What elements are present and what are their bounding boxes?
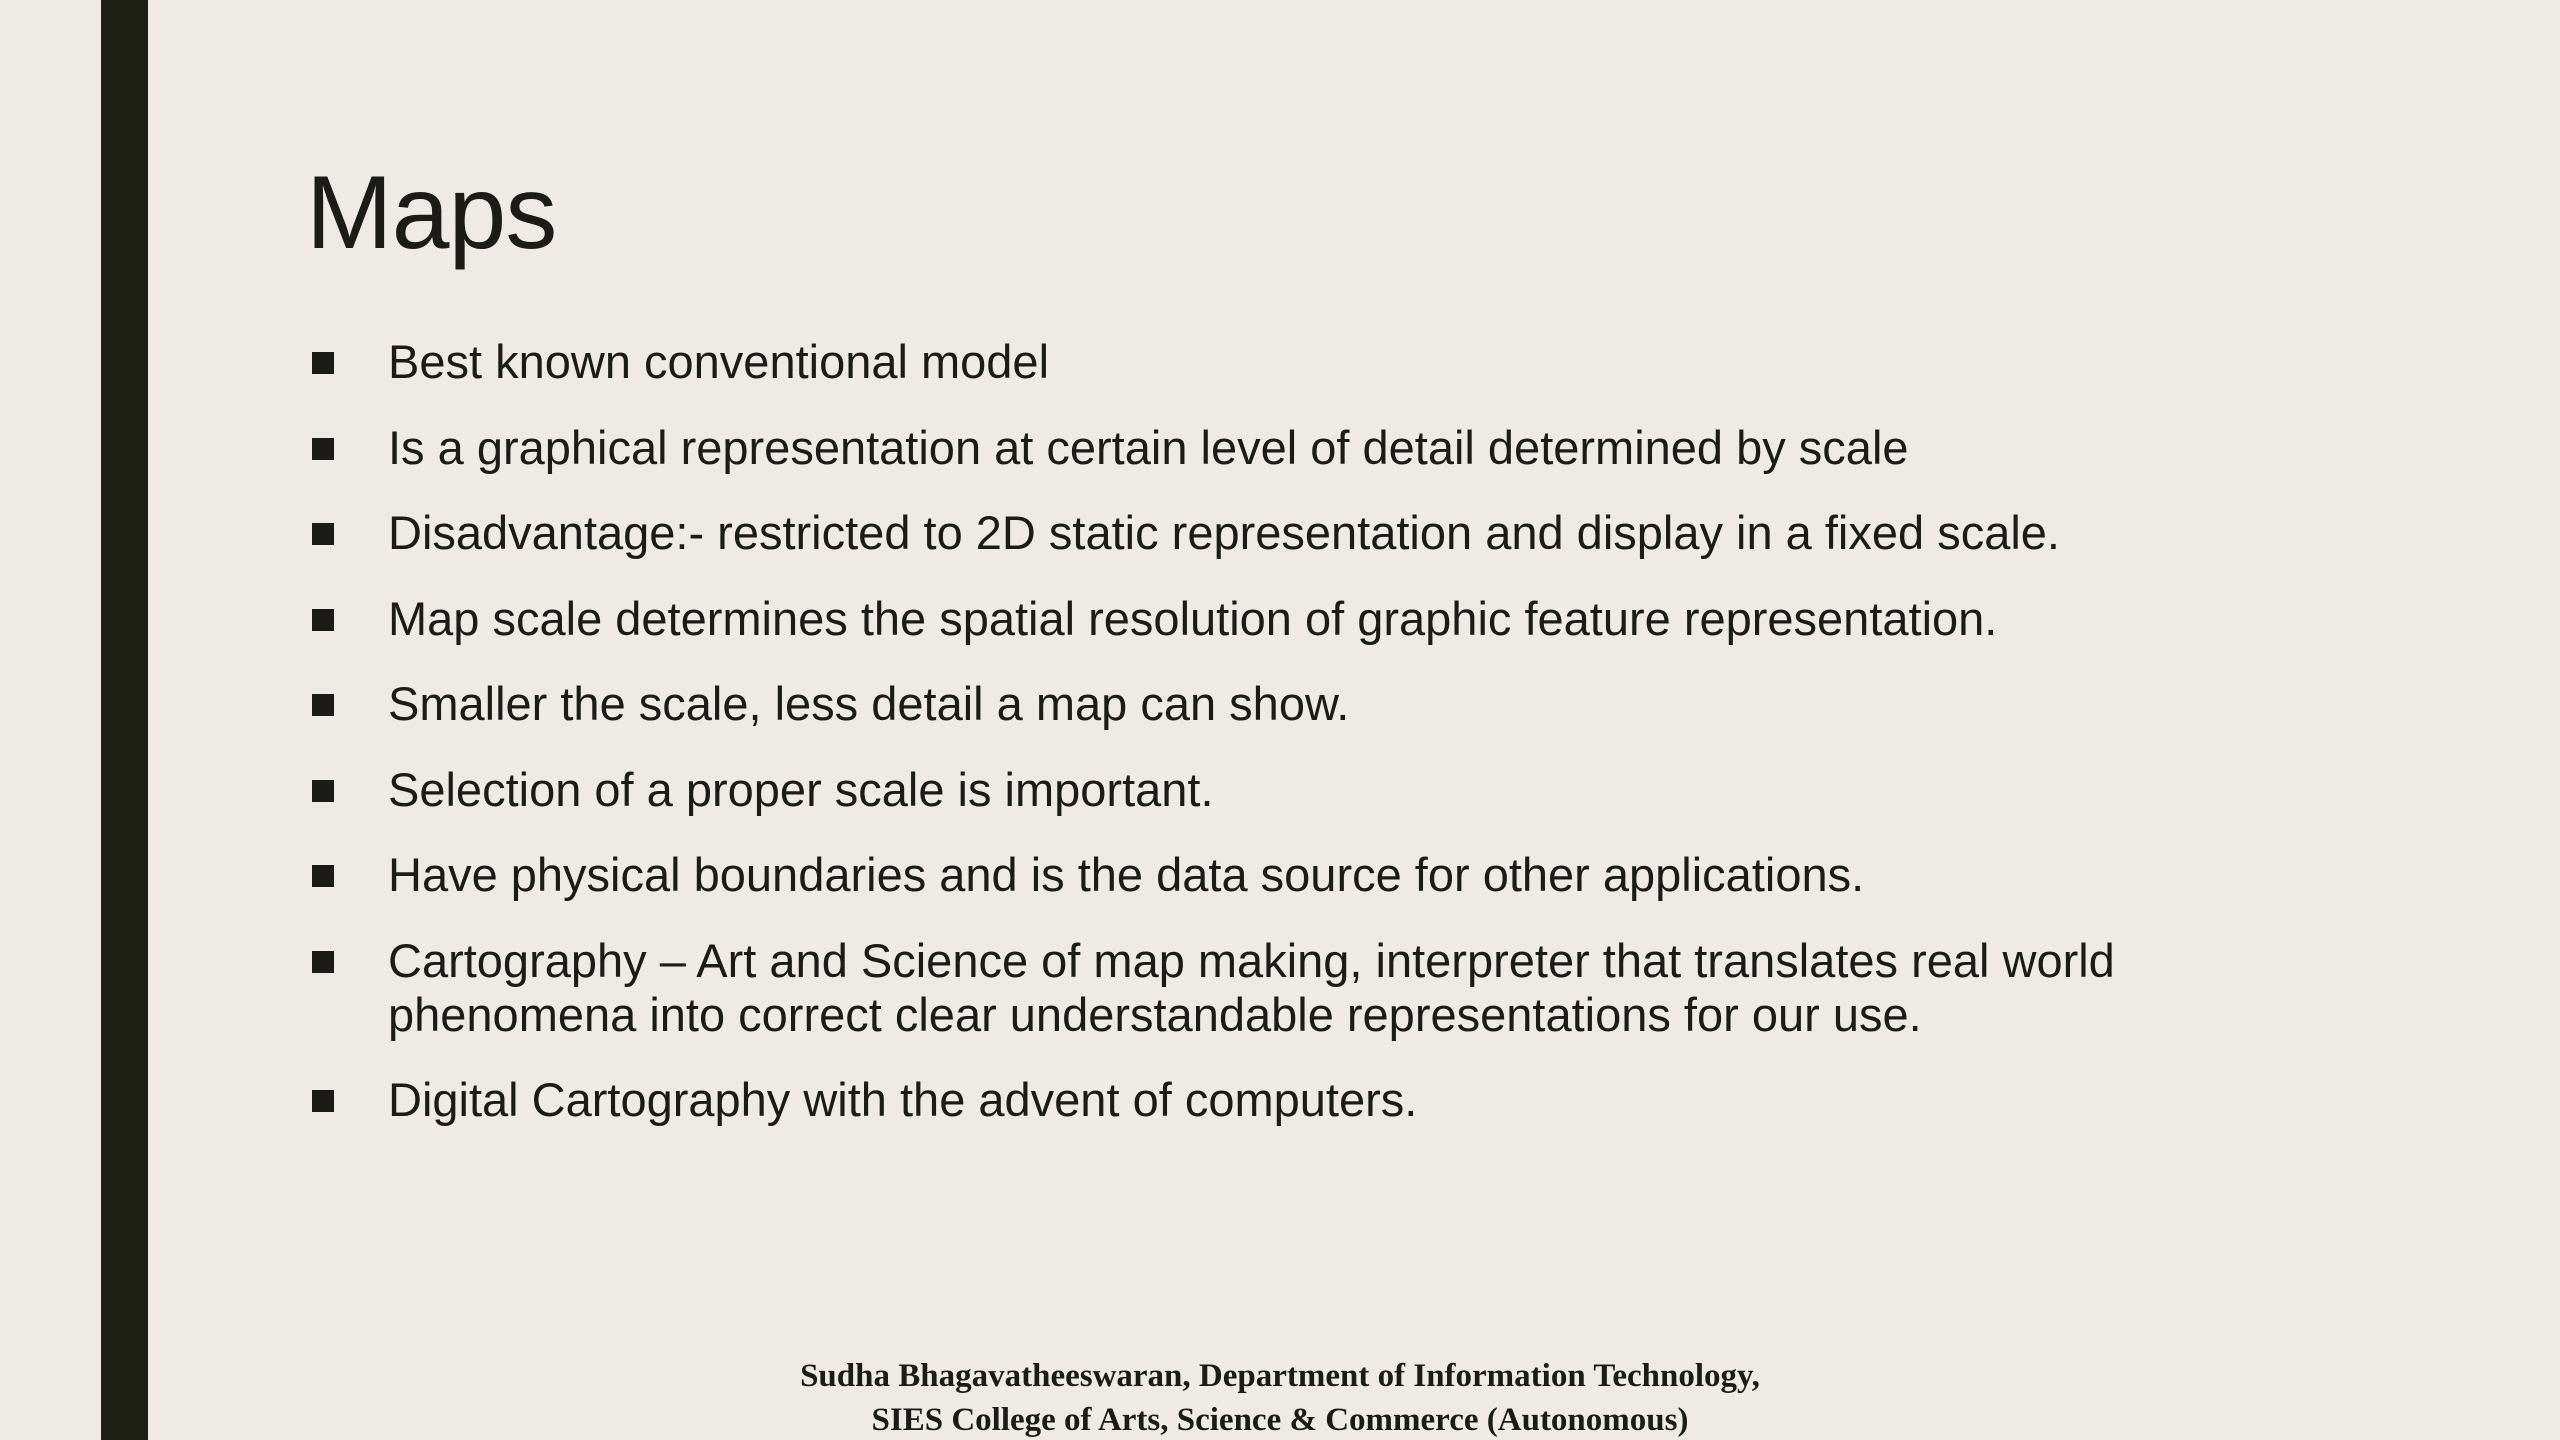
accent-bar (101, 0, 148, 1440)
slide-title: Maps (306, 155, 557, 271)
bullet-text: Smaller the scale, less detail a map can show. (388, 677, 1350, 730)
bullet-text: Best known conventional model (388, 335, 1050, 388)
bullet-text: Selection of a proper scale is important. (388, 762, 1214, 816)
bullet-text: Cartography – Art and Science of map making, interpreter that translates real world phenomena into correct clear understandable representations for our use. (388, 933, 2115, 1041)
bullet-item (306, 677, 2306, 731)
square-bullet-icon (312, 951, 334, 973)
bullet-text: Digital Cartography with the advent of computers. (388, 1073, 1418, 1126)
square-bullet-icon (312, 609, 334, 631)
square-bullet-icon (312, 523, 334, 545)
footer-author-line: Sudha Bhagavatheeswaran, Department of Information Technology, (800, 1358, 1760, 1394)
square-bullet-icon (312, 694, 334, 716)
bullet-text: Have physical boundaries and is the data source for other applications. (388, 848, 1865, 901)
bullet-text: Disadvantage:- restricted to 2D static representation and display in a fixed scale. (388, 506, 2060, 559)
bullet-list (306, 335, 2306, 1159)
bullet-item (306, 848, 2306, 902)
square-bullet-icon (312, 352, 334, 374)
slide-footer (0, 1354, 2560, 1440)
bullet-text: Map scale determines the spatial resolution of graphic feature representation. (388, 591, 1998, 645)
bullet-item (306, 335, 2306, 389)
bullet-item (306, 1073, 2306, 1127)
square-bullet-icon (312, 865, 334, 887)
bullet-item (306, 506, 2306, 560)
bullet-item (306, 421, 2306, 475)
square-bullet-icon (312, 780, 334, 802)
bullet-item (306, 763, 2306, 817)
bullet-item (306, 934, 2306, 1042)
square-bullet-icon (312, 1090, 334, 1112)
bullet-text: Is a graphical representation at certain level of detail determined by scale (388, 420, 1909, 474)
square-bullet-icon (312, 438, 334, 460)
bullet-item (306, 592, 2306, 646)
footer-college-line: SIES College of Arts, Science & Commerce (Autonomous) (871, 1402, 1689, 1438)
